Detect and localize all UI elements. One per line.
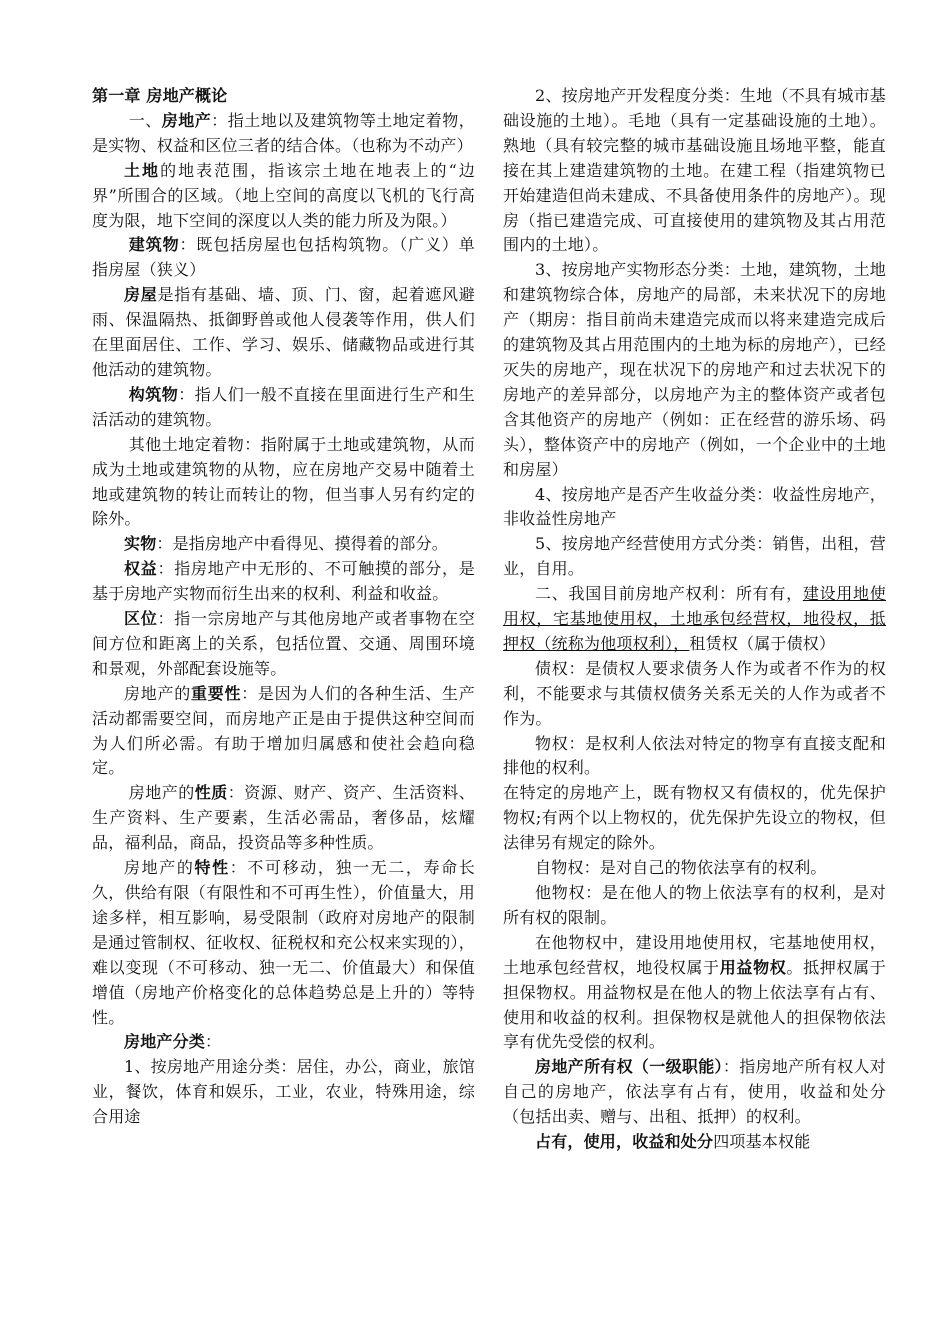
paragraph-physical: 实物：是指房地产中看得见、摸得着的部分。 <box>124 534 449 554</box>
paragraph-nature: 房地产的性质：资源、财产、资产、生活资料、生产资料、生产要素，生活必需品，奢侈品，炫耀品，福利品，商品，投资品等多种性质。 <box>92 783 475 853</box>
paragraph-rights: 权益：指房地产中无形的、不可触摸的部分，是基于房地产实物而衍生出来的权利、利益和收益。 <box>92 559 475 604</box>
paragraph-classification-by-income: 4、按房地产是否产生收益分类：收益性房地产，非收益性房地产 <box>503 484 886 529</box>
paragraph-land: 土地的地表范围，指该宗土地在地表上的“边界”所围合的区域。（地上空间的高度以飞机的飞行高度为限，地下空间的深度以人类的能力所及为限。） <box>92 160 476 230</box>
paragraph-priority: 在特定的房地产上，既有物权又有债权的，优先保护物权;有两个以上物权的，优先保护先设立的物权，但法律另有规定的除外。 <box>503 783 886 853</box>
underlined-rights-list: 建设用地使用权，宅基地使用权，土地承包经营权，地役权，抵押权（统称为他项权利）， <box>503 584 886 653</box>
right-column <box>503 84 886 1155</box>
paragraph-house: 房屋是指有基础、墙、顶、门、窗，起着遮风避雨、保温隔热、抵御野兽或他人侵袭等作用，供人们在里面居住、工作、学习、娱乐、储藏物品或进行其他活动的建筑物。 <box>92 285 475 379</box>
paragraph-real-estate-definition: 一、房地产：指土地以及建筑物等土地定着物，是实物、权益和区位三者的结合体。（也称为不动产） <box>92 110 475 155</box>
paragraph-classification-by-development: 2、按房地产开发程度分类：生地（不具有城市基础设施的土地）。毛地（具有一定基础设施的土地）。熟地（具有较完整的城市基础设施且场地平整，能直接在其上建造建筑物的土地。在建工程（指建筑物已开始建造但尚未建成、不具备使用条件的房地产）。现房（指已建造完成、可直接使用的建筑物及其占用范围内的土地）。 <box>503 86 886 255</box>
paragraph-classification-by-operation: 5、按房地产经营使用方式分类：销售，出租，营业，自用。 <box>503 534 886 579</box>
paragraph-location: 区位：指一宗房地产与其他房地产或者事物在空间方位和距离上的关系，包括位置、交通、周围环境和景观，外部配套设施等。 <box>92 609 475 678</box>
paragraph-real-right: 物权：是权利人依法对特定的物享有直接支配和排他的权利。 <box>503 733 886 778</box>
paragraph-own-right: 自物权：是对自己的物依法享有的权利。 <box>535 858 827 878</box>
paragraph-classification-heading: 房地产分类： <box>124 1032 222 1052</box>
paragraph-other-fixtures: 其他土地定着物：指附属于土地或建筑物，从而成为土地或建筑物的从物，应在房地产交易中随着土地或建筑物的转让而转让的物，但当事人另有约定的除外。 <box>92 434 475 529</box>
chapter-title: 第一章 房地产概论 <box>92 86 228 105</box>
paragraph-other-right: 他物权：是在他人的物上依法享有的权利，是对所有权的限制。 <box>503 883 886 927</box>
paragraph-classification-by-form: 3、按房地产实物形态分类：土地，建筑物，土地和建筑物综合体，房地产的局部，未来状况下的房地产（期房：指目前尚未建造完成而以将来建造完成后的建筑物及其占用范围内的土地为标的房地产），已经灭失的房地产，现在状况下的房地产和过去状况下的房地产的差异部分，以房地产为主的整体资产或者包含其他资产的房地产（例如：正在经营的游乐场、码头），整体资产中的房地产（例如，一个企业中的土地和房屋） <box>503 260 886 479</box>
paragraph-four-powers: 占有，使用，收益和处分四项基本权能 <box>535 1132 811 1152</box>
left-column <box>92 84 475 1130</box>
paragraph-usufruct: 在他物权中，建设用地使用权，宅基地使用权，土地承包经营权，地役权属于用益物权。抵押权属于担保物权。用益物权是在他人的物上依法享有占有、使用和收益的权利。担保物权是就他人的担保物依法享有优先受偿的权利。 <box>503 932 886 1052</box>
paragraph-property-rights: 二、我国目前房地产权利：所有有，建设用地使用权，宅基地使用权，土地承包经营权，地役权，抵押权（统称为他项权利），租赁权（属于债权） <box>503 584 886 653</box>
paragraph-classification-by-use: 1、按房地产用途分类：居住，办公，商业，旅馆业，餐饮，体育和娱乐，工业，农业，特殊用途，综合用途 <box>92 1057 475 1127</box>
paragraph-importance: 房地产的重要性：是因为人们的各种生活、生产活动都需要空间，而房地产正是由于提供这种空间而为人们所必需。有助于增加归属感和使社会趋向稳定。 <box>92 683 475 778</box>
paragraph-creditor-right: 债权：是债权人要求债务人作为或者不作为的权利，不能要求与其债权债务关系无关的人作为或者不作为。 <box>503 658 886 728</box>
paragraph-ownership: 房地产所有权（一级职能）：指房地产所有权人对自己的房地产，依法享有占有，使用，收益和处分（包括出卖、赠与、出租、抵押）的权利。 <box>503 1057 886 1127</box>
paragraph-building: 建筑物：既包括房屋也包括构筑物。（广义）单指房屋（狭义） <box>92 235 475 280</box>
paragraph-structure: 构筑物：指人们一般不直接在里面进行生产和生活活动的建筑物。 <box>92 384 475 429</box>
paragraph-characteristics: 房地产的特性：不可移动，独一无二，寿命长久，供给有限（有限性和不可再生性），价值量大，用途多样，相互影响，易受限制（政府对房地产的限制是通过管制权、征收权、征税权和充公权来实现的），难以变现（不可移动、独一无二、价值最大）和保值增值（房地产价格变化的总体趋势总是上升的）等特性。 <box>92 858 475 1027</box>
